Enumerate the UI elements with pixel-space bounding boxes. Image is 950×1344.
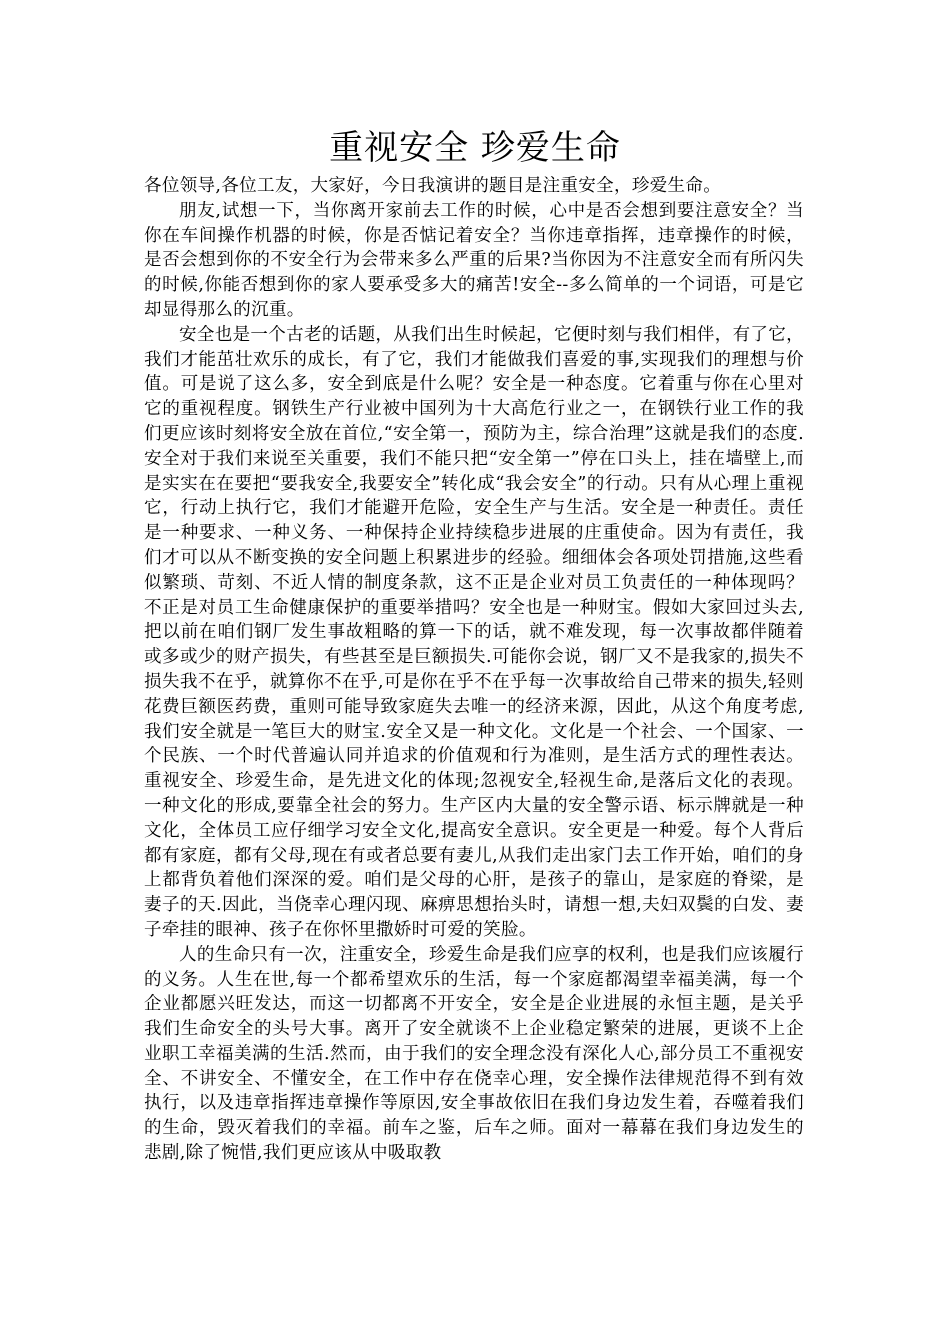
paragraph: 安全也是一个古老的话题，从我们出生时候起，它便时刻与我们相伴，有了它，我们才能茁壮欢乐的成长，有了它，我们才能做我们喜爱的事,实现我们的理想与价值。可是说了这么多，安全到底是什么呢？安全是一种态度。它着重与你在心里对它的重视程度。钢铁生产行业被中国列为十大高危行业之一，在钢铁行业工作的我们更应该时刻将安全放在首位,“安全第一，预防为主，综合治理”这就是我们的态度.安全对于我们来说至关重要，我们不能只把“安全第一”停在口头上，挂在墙壁上,而是实实在在要把“要我安全,我要安全”转化成“我会安全”的行动。只有从心理上重视它，行动上执行它，我们才能避开危险，安全生产与生活。安全是一种责任。责任是一种要求、一种义务、一种保持企业持续稳步进展的庄重使命。因为有责任，我们才可以从不断变换的安全问题上积累进步的经验。细细体会各项处罚措施,这些看似繁琐、苛刻、不近人情的制度条款，这不正是企业对员工负责任的一种体现吗？不正是对员工生命健康保护的重要举措吗？安全也是一种财宝。假如大家回过头去,把以前在咱们钢厂发生事故粗略的算一下的话，就不难发现，每一次事故都伴随着或多或少的财产损失，有些甚至是巨额损失.可能你会说，钢厂又不是我家的,损失不损失我不在乎，就算你不在乎,可是你在乎不在乎每一次事故给自己带来的损失,轻则花费巨额医药费，重则可能导致家庭失去唯一的经济来源，因此，从这个角度考虑,我们安全就是一笔巨大的财宝.安全又是一种文化。文化是一个社会、一个国家、一个民族、一个时代普遍认同并追求的价值观和行为准则，是生活方式的理性表达。重视安全、珍爱生命，是先进文化的体现;忽视安全,轻视生命,是落后文化的表现。一种文化的形成,要靠全社会的努力。生产区内大量的安全警示语、标示牌就是一种文化，全体员工应仔细学习安全文化,提高安全意识。安全更是一种爱。每个人背后都有家庭，都有父母,现在有或者总要有妻儿,从我们走出家门去工作开始，咱们的身上都背负着他们深深的爱。咱们是父母的心肝，是孩子的靠山，是家庭的脊梁，是妻子的天.因此，当侥幸心理闪现、麻痹思想抬头时，请想一想,夫妇双鬓的白发、妻子牵挂的眼神、孩子在你怀里撒娇时可爱的笑脸。 [144, 324, 804, 940]
paragraph: 朋友,试想一下，当你离开家前去工作的时候，心中是否会想到要注意安全？当你在车间操作机器的时候，你是否惦记着安全？当你违章指挥，违章操作的时候，是否会想到你的不安全行为会带来多么严重的后果?当你因为不注意安全而有所闪失的时候,你能否想到你的家人要承受多大的痛苦!安全--多么简单的一个词语，可是它却显得那么的沉重。 [144, 200, 804, 320]
paragraph: 人的生命只有一次，注重安全，珍爱生命是我们应享的权利，也是我们应该履行的义务。人生在世,每一个都希望欢乐的生活，每一个家庭都渴望幸福美满，每一个企业都愿兴旺发达，而这一切都离不开安全，安全是企业进展的永恒主题，是关乎我们生命安全的头号大事。离开了安全就谈不上企业稳定繁荣的进展，更谈不上企业职工幸福美满的生活.然而，由于我们的安全理念没有深化人心,部分员工不重视安全、不讲安全、不懂安全，在工作中存在侥幸心理，安全操作法律规范得不到有效执行，以及违章指挥违章操作等原因,安全事故依旧在我们身边发生着，吞噬着我们的生命，毁灭着我们的幸福。前车之鉴，后车之师。面对一幕幕在我们身边发生的悲剧,除了惋惜,我们更应该从中吸取教 [144, 944, 804, 1164]
document-title: 重视安全 珍爱生命 [329, 128, 621, 168]
paragraph-greeting: 各位领导,各位工友，大家好，今日我演讲的题目是注重安全，珍爱生命。 [144, 176, 722, 196]
document-body [144, 174, 804, 1166]
